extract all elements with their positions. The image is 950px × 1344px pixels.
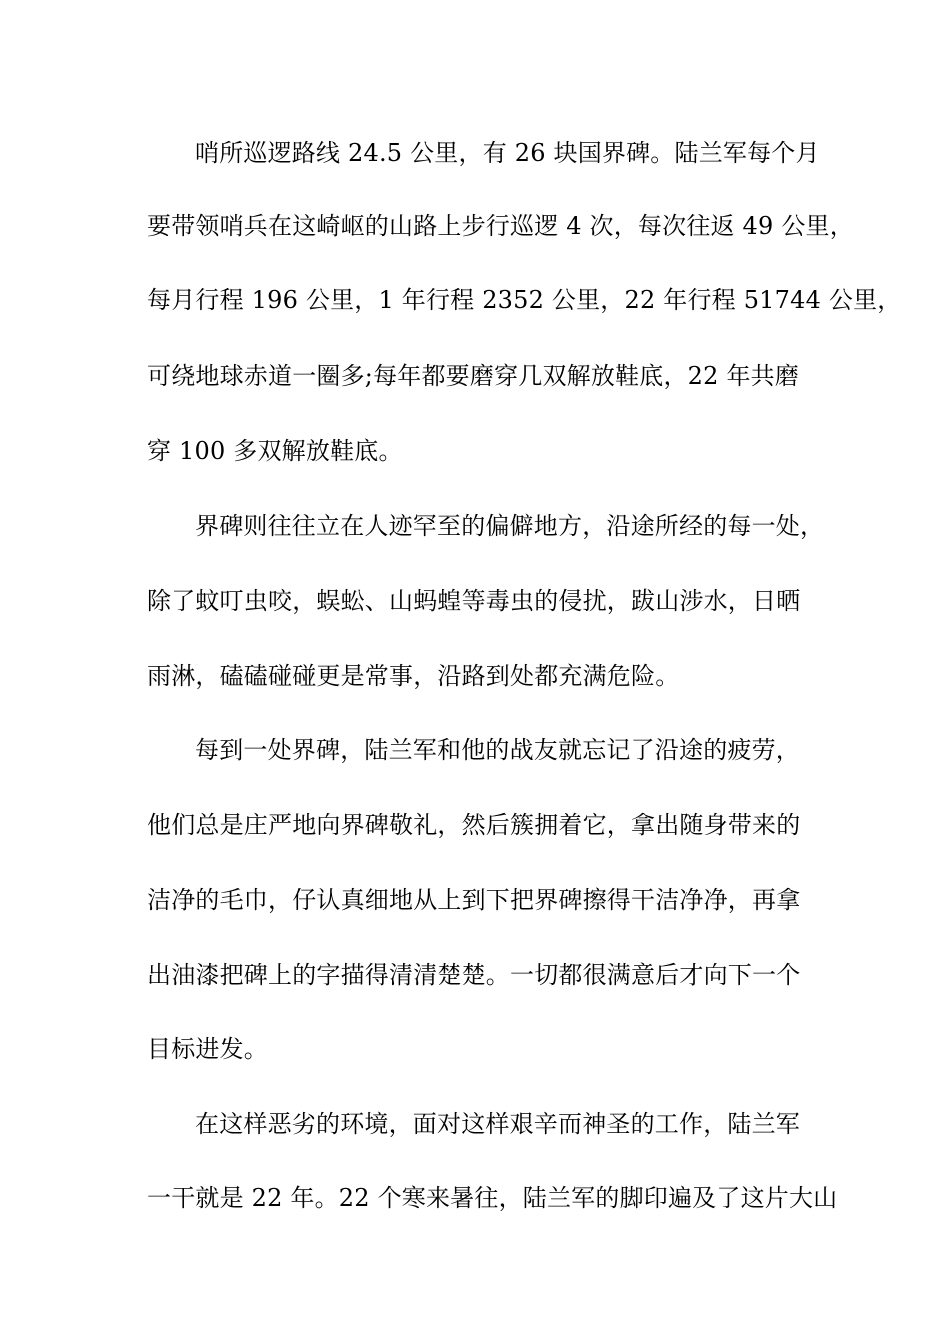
paragraph-3-line-1: 每到一处界碑，陆兰军和他的战友就忘记了沿途的疲劳，	[195, 736, 800, 764]
paragraph-4-line-1: 在这样恶劣的环境，面对这样艰辛而神圣的工作，陆兰军	[195, 1110, 800, 1138]
paragraph-3-line-2: 他们总是庄严地向界碑敬礼，然后簇拥着它，拿出随身带来的	[147, 811, 801, 839]
paragraph-2-line-3: 雨淋，磕磕碰碰更是常事，沿路到处都充满危险。	[147, 662, 680, 690]
paragraph-3-line-4: 出油漆把碑上的字描得清清楚楚。一切都很满意后才向下一个	[147, 961, 801, 989]
paragraph-1-line-2: 要带领哨兵在这崎岖的山路上步行巡逻 4 次，每次往返 49 公里，	[147, 212, 854, 240]
paragraph-2-line-1: 界碑则往往立在人迹罕至的偏僻地方，沿途所经的每一处，	[195, 512, 825, 540]
paragraph-1-line-4: 可绕地球赤道一圈多;每年都要磨穿几双解放鞋底，22 年共磨	[147, 362, 800, 390]
paragraph-3-line-3: 洁净的毛巾，仔认真细地从上到下把界碑擦得干洁净净，再拿	[147, 886, 801, 914]
paragraph-1-line-5: 穿 100 多双解放鞋底。	[147, 437, 403, 465]
paragraph-3-line-5: 目标进发。	[147, 1035, 268, 1063]
paragraph-2-line-2: 除了蚊叮虫咬，蜈蚣、山蚂蝗等毒虫的侵扰，跋山涉水，日晒	[147, 587, 801, 615]
paragraph-4-line-2: 一干就是 22 年。22 个寒来暑往，陆兰军的脚印遍及了这片大山	[147, 1184, 838, 1212]
paragraph-1-line-3: 每月行程 196 公里，1 年行程 2352 公里，22 年行程 51744 公里，	[147, 286, 902, 314]
paragraph-1-line-1: 哨所巡逻路线 24.5 公里，有 26 块国界碑。陆兰军每个月	[195, 139, 820, 167]
